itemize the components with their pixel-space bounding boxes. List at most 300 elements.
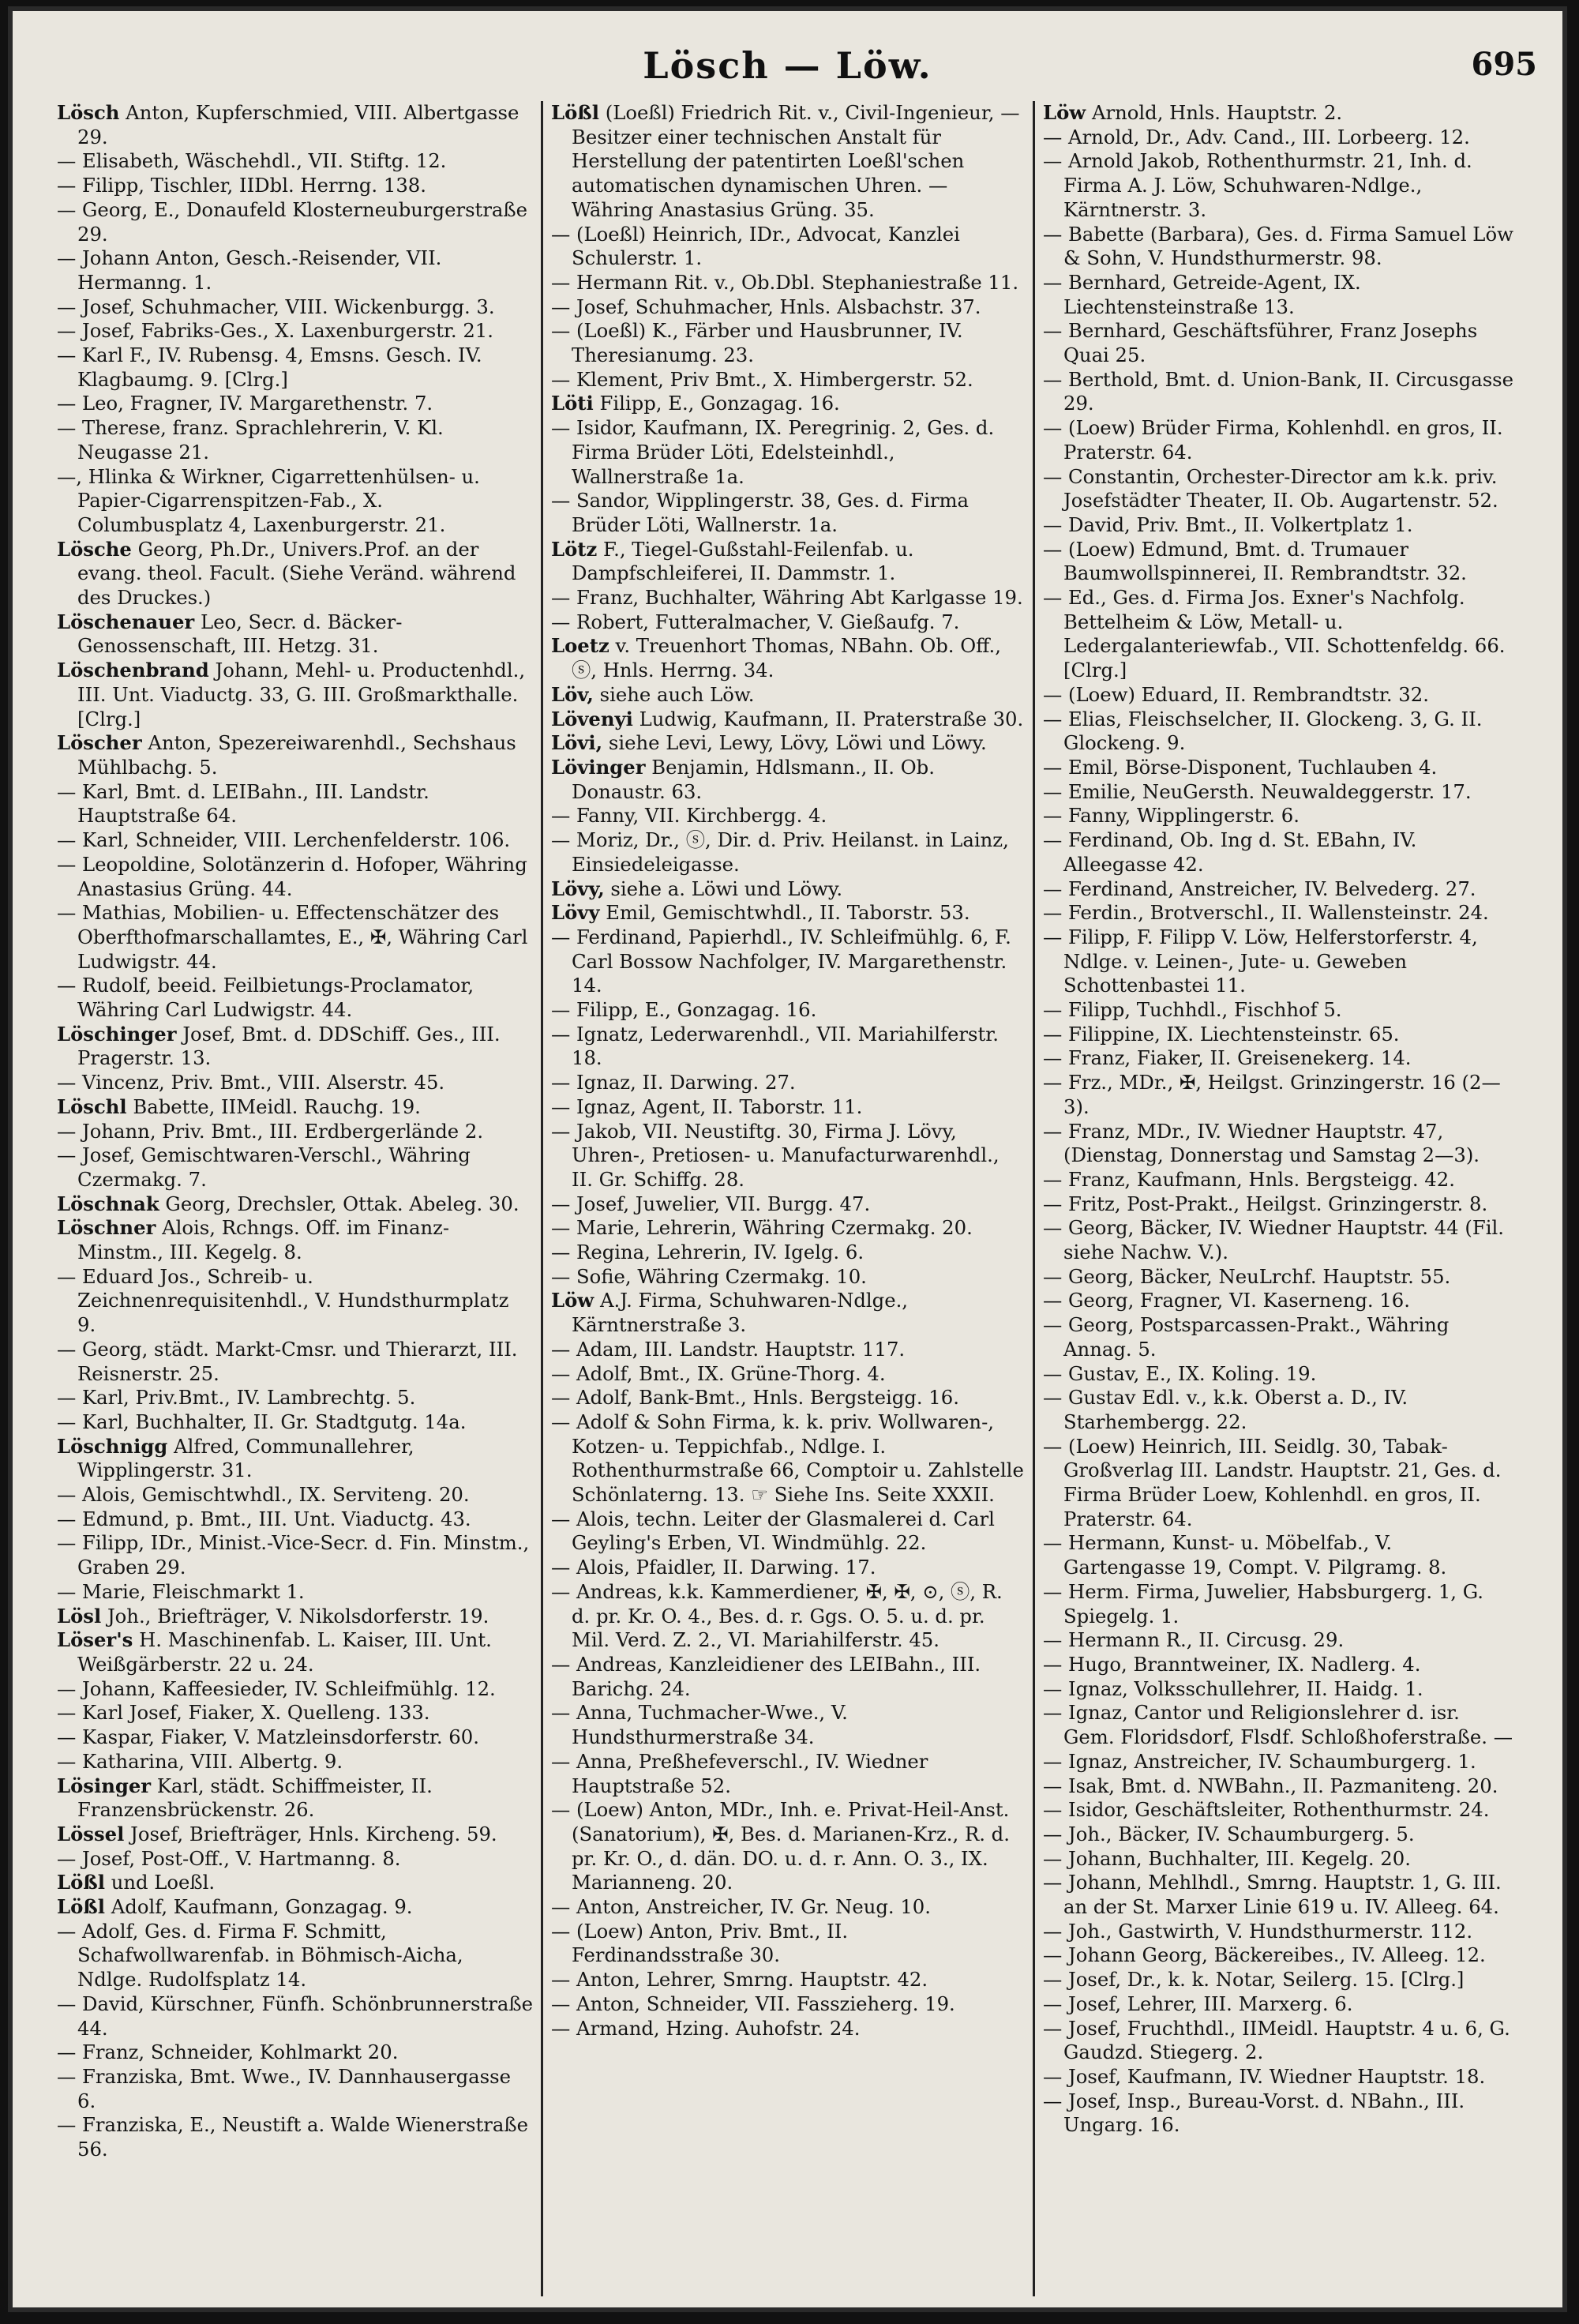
directory-entry: [551, 683, 1025, 708]
directory-entry: [551, 271, 1025, 295]
directory-entry: [1043, 2017, 1517, 2065]
entry-text: — Therese, franz. Sprachlehrerin, V. Kl. Neugasse 21.: [57, 416, 444, 464]
entry-text: — Ignaz, Cantor und Religionslehrer d. isr. Gem. Floridsdorf, Flsdf. Schloßhoferstraße. —: [1043, 1701, 1513, 1749]
entry-text: — Berthold, Bmt. d. Union-Bank, II. Circusgasse 29.: [1043, 367, 1514, 415]
entry-text: — Fanny, Wipplingerstr. 6.: [1043, 804, 1300, 828]
directory-entry: [1043, 1313, 1517, 1361]
directory-entry: [57, 174, 533, 198]
directory-entry: [1043, 1386, 1517, 1434]
entry-text: — (Loew) Eduard, II. Rembrandtstr. 32.: [1043, 682, 1429, 706]
directory-entry: [551, 901, 1025, 925]
entry-surname: Lößl: [57, 1895, 105, 1919]
directory-entry: [57, 1338, 533, 1386]
entry-text: — Anton, Lehrer, Smrng. Hauptstr. 42.: [551, 1968, 928, 1992]
entry-text: — Adolf, Ges. d. Firma F. Schmitt, Schafwollwarenfab. in Böhmisch-Aicha, Ndlge. Rudolfsplatz 14.: [57, 1919, 463, 1992]
directory-entry: [551, 1992, 1025, 2017]
directory-entry: [1043, 756, 1517, 780]
directory-entry: [57, 731, 533, 779]
entry-text: — Fritz, Post-Prakt., Heilgst. Grinzingerstr. 8.: [1043, 1192, 1488, 1215]
entry-text: — Hermann Rit. v., Ob.Dbl. Stephaniestraße 11.: [551, 270, 1019, 294]
entry-text: — Adolf, Bank-Bmt., Hnls. Bergsteigg. 16.: [551, 1386, 959, 1410]
entry-text: — Edmund, p. Bmt., III. Unt. Viaductg. 43.: [57, 1507, 471, 1530]
entry-text: — (Loew) Anton, Priv. Bmt., II. Ferdinandsstraße 30.: [551, 1919, 849, 1967]
column-right: [1033, 101, 1525, 2296]
directory-entry: [57, 610, 533, 659]
directory-entry: [1043, 925, 1517, 998]
entry-surname: Lövi,: [551, 731, 603, 755]
directory-entry: [551, 1410, 1025, 1507]
entry-text: — Ed., Ges. d. Firma Jos. Exner's Nachfolg. Bettelheim & Löw, Metall- u. Ledergalanteriewfab., VII. Schottenfeldg. 66. [Clrg.]: [1043, 586, 1506, 682]
entry-text: siehe Levi, Lewy, Lövy, Löwi und Löwy.: [608, 731, 987, 755]
directory-entry: [551, 1289, 1025, 1337]
directory-entry: [551, 925, 1025, 998]
directory-entry: [57, 1895, 533, 1920]
directory-entry: [551, 1120, 1025, 1192]
directory-entry: [551, 756, 1025, 804]
entry-text: — Filipp, IDr., Minist.-Vice-Secr. d. Fin. Minstm., Graben 29.: [57, 1531, 530, 1579]
entry-surname: Löschenbrand: [57, 659, 209, 682]
entry-text: siehe auch Löw.: [599, 682, 755, 706]
entry-text: — Arnold, Dr., Adv. Cand., III. Lorbeerg. 12.: [1043, 125, 1470, 148]
directory-entry: [551, 998, 1025, 1023]
entry-text: — Georg, Postsparcassen-Prakt., Währing Annag. 5.: [1043, 1313, 1450, 1361]
entry-text: — (Loew) Heinrich, III. Seidlg. 30, Tabak-Großverlag III. Landstr. Hauptstr. 21, Ges. d. Firma Brüder Loew, Kohlenhdl. en gros, II. Praterstr. 64.: [1043, 1434, 1502, 1530]
directory-entry: [57, 1920, 533, 1992]
entry-text: — Mathias, Mobilien- u. Effectenschätzer des Oberfthofmarschallamtes, E., ✠, Währing Carl Ludwigstr. 44.: [57, 901, 528, 973]
directory-entry: [551, 489, 1025, 537]
entry-text: und Loeßl.: [111, 1871, 216, 1894]
directory-entry: [1043, 2065, 1517, 2089]
entry-text: — Rudolf, beeid. Feilbietungs-Proclamator, Währing Carl Ludwigstr. 44.: [57, 974, 474, 1022]
directory-entry: [551, 1023, 1025, 1071]
entry-text: — Marie, Lehrerin, Währing Czermakg. 20.: [551, 1216, 973, 1240]
directory-entry: [57, 149, 533, 174]
directory-entry: [1043, 2089, 1517, 2138]
entry-text: — Ignaz, Agent, II. Taborstr. 11.: [551, 1094, 863, 1118]
entry-text: — Josef, Insp., Bureau-Vorst. d. NBahn., III. Ungarg. 16.: [1043, 2089, 1465, 2137]
directory-entry: [551, 1556, 1025, 1580]
entry-text: — Vincenz, Priv. Bmt., VIII. Alserstr. 45.: [57, 1071, 445, 1094]
directory-entry: [1043, 368, 1517, 416]
directory-entry: [1043, 1943, 1517, 1968]
directory-entry: [1043, 1968, 1517, 1992]
directory-entry: [57, 1580, 533, 1605]
entry-surname: Lötz: [551, 537, 598, 561]
entry-text: Alfred, Communallehrer, Wipplingerstr. 31.: [77, 1434, 414, 1482]
entry-text: — Franziska, Bmt. Wwe., IV. Dannhausergasse 6.: [57, 2064, 511, 2112]
entry-text: Josef, Briefträger, Hnls. Kircheng. 59.: [130, 1822, 497, 1845]
entry-surname: Loetz: [551, 634, 609, 658]
entry-surname: Löschinger: [57, 1022, 177, 1046]
directory-entry: [551, 392, 1025, 416]
entry-text: — Ferdin., Brotverschl., II. Wallensteinstr. 24.: [1043, 901, 1489, 925]
directory-entry: [57, 1071, 533, 1095]
directory-entry: [1043, 780, 1517, 805]
directory-entry: [551, 731, 1025, 756]
entry-text: Johann, Mehl- u. Productenhdl., III. Unt. Viaductg. 33, G. III. Großmarkthalle. [Clrg.]: [77, 659, 526, 730]
directory-entry: [1043, 901, 1517, 925]
entry-surname: Löschnak: [57, 1192, 159, 1215]
directory-entry: [1043, 1798, 1517, 1823]
directory-entry: [57, 1216, 533, 1264]
entry-surname: Lövenyi: [551, 707, 633, 730]
entry-text: — Emil, Börse-Disponent, Tuchlauben 4.: [1043, 755, 1438, 779]
entry-text: — David, Kürschner, Fünfh. Schönbrunnerstraße 44.: [57, 1992, 533, 2040]
entry-text: siehe a. Löwi und Löwy.: [610, 877, 843, 900]
directory-entry: [1043, 1023, 1517, 1047]
entry-text: — (Loew) Edmund, Bmt. d. Trumauer Baumwollspinnerei, II. Rembrandtstr. 32.: [1043, 537, 1467, 585]
entry-text: — Ignaz, Volksschullehrer, II. Haidg. 1.: [1043, 1676, 1423, 1700]
entry-text: Anton, Spezereiwarenhdl., Sechshaus Mühlbachg. 5.: [77, 731, 516, 779]
entry-text: Filipp, E., Gonzagag. 16.: [599, 392, 840, 415]
directory-entry: [1043, 586, 1517, 683]
entry-text: — Josef, Schuhmacher, Hnls. Alsbachstr. 37.: [551, 295, 981, 318]
column-left: [49, 101, 541, 2296]
entry-text: — Filippine, IX. Liechtensteinstr. 65.: [1043, 1022, 1400, 1046]
entry-text: — (Loeßl) K., Färber und Hausbrunner, IV. Theresianumg. 23.: [551, 319, 963, 367]
entry-text: — Georg, städt. Markt-Cmsr. und Thierarzt, III. Reisnerstr. 25.: [57, 1337, 518, 1385]
entry-surname: Löw: [551, 1289, 594, 1312]
directory-entry: [57, 2041, 533, 2065]
directory-entry: [57, 246, 533, 295]
entry-surname: Löschnigg: [57, 1434, 168, 1458]
entry-text: — Marie, Fleischmarkt 1.: [57, 1579, 305, 1603]
entry-text: — Leopoldine, Solotänzerin d. Hofoper, Währing Anastasius Grüng. 44.: [57, 852, 527, 900]
directory-entry: [551, 586, 1025, 610]
entry-text: — Ignatz, Lederwarenhdl., VII. Mariahilferstr. 18.: [551, 1022, 999, 1070]
directory-entry: [1043, 1823, 1517, 1847]
entry-text: — Josef, Kaufmann, IV. Wiedner Hauptstr. 18.: [1043, 2064, 1486, 2088]
directory-entry: [551, 1265, 1025, 1290]
entry-text: — Josef, Schuhmacher, VIII. Wickenburgg. 3.: [57, 295, 495, 318]
directory-entry: [1043, 126, 1517, 150]
entry-text: — Franz, Schneider, Kohlmarkt 20.: [57, 2041, 399, 2064]
directory-entry: [57, 1120, 533, 1144]
entry-text: — Filipp, Tischler, IIDbl. Herrng. 138.: [57, 174, 426, 197]
entry-text: — Karl Josef, Fiaker, X. Quelleng. 133.: [57, 1701, 430, 1725]
page-number: 695: [1471, 46, 1537, 83]
directory-entry: [1043, 1435, 1517, 1532]
directory-entry: [1043, 223, 1517, 271]
directory-entry: [1043, 319, 1517, 367]
entry-text: — Isidor, Geschäftsleiter, Rothenthurmstr. 24.: [1043, 1798, 1490, 1822]
directory-entry: [551, 708, 1025, 732]
entry-text: — Kaspar, Fiaker, V. Matzleinsdorferstr. 60.: [57, 1725, 479, 1749]
directory-entry: [57, 2065, 533, 2113]
entry-text: Georg, Ph.Dr., Univers.Prof. an der evang. theol. Facult. (Siehe Veränd. während des Druckes.): [77, 537, 516, 610]
directory-entry: [551, 101, 1025, 223]
entry-text: — Bernhard, Getreide-Agent, IX. Liechtensteinstraße 13.: [1043, 270, 1361, 318]
entry-text: — Alois, Pfaidler, II. Darwing. 17.: [551, 1556, 876, 1579]
entry-text: — Ignaz, II. Darwing. 27.: [551, 1071, 796, 1094]
entry-text: — Johann, Kaffeesieder, IV. Schleifmühlg. 12.: [57, 1676, 496, 1700]
directory-entry: [551, 1968, 1025, 1992]
entry-text: — Josef, Lehrer, III. Marxerg. 6.: [1043, 1992, 1353, 2015]
entry-text: Alois, Rchngs. Off. im Finanz-Minstm., III. Kegelg. 8.: [77, 1216, 450, 1264]
directory-entry: [1043, 1701, 1517, 1749]
entry-text: — Georg, Bäcker, IV. Wiedner Hauptstr. 44 (Fil. siehe Nachw. V.).: [1043, 1216, 1504, 1264]
directory-entry: [551, 610, 1025, 635]
entry-text: F., Tiegel-Gußstahl-Feilenfab. u. Dampfschleiferei, II. Dammstr. 1.: [572, 537, 914, 585]
directory-entry: [551, 1920, 1025, 1968]
entry-surname: Löscher: [57, 731, 142, 755]
entry-text: — Andreas, Kanzleidiener des LEIBahn., III. Barichg. 24.: [551, 1653, 981, 1700]
directory-entry: [1043, 538, 1517, 586]
entry-text: — Andreas, k.k. Kammerdiener, ✠, ✠, ⊙, ⓢ, R. d. pr. Kr. O. 4., Bes. d. r. Ggs. O. 5. u. d. pr. Mil. Verd. Z. 2., VI. Mariahilferstr. 45.: [551, 1579, 1003, 1652]
directory-entry: [551, 223, 1025, 271]
directory-entry: [551, 828, 1025, 877]
entry-text: — Arnold Jakob, Rothenthurmstr. 21, Inh. d. Firma A. J. Löw, Schuhwaren-Ndlge., Kärntnerstr. 3.: [1043, 149, 1472, 221]
directory-columns: [49, 101, 1525, 2296]
entry-text: — Karl, Priv.Bmt., IV. Lambrechtg. 5.: [57, 1386, 416, 1410]
directory-entry: [57, 659, 533, 731]
entry-text: — Anton, Anstreicher, IV. Gr. Neug. 10.: [551, 1895, 931, 1919]
entry-text: Josef, Bmt. d. DDSchiff. Ges., III. Pragerstr. 13.: [77, 1022, 501, 1070]
page-header: [8, 6, 1567, 99]
directory-entry: [57, 1143, 533, 1192]
directory-entry: [57, 1023, 533, 1071]
directory-entry: [57, 1677, 533, 1702]
entry-text: — Ferdinand, Papierhdl., IV. Schleifmühlg. 6, F. Carl Bossow Nachfolger, IV. Margarethenstr. 14.: [551, 925, 1011, 997]
entry-text: — Georg, Bäcker, NeuLrchf. Hauptstr. 55.: [1043, 1264, 1451, 1288]
entry-text: — Babette (Barbara), Ges. d. Firma Samuel Löw & Sohn, V. Hundsthurmerstr. 98.: [1043, 222, 1513, 270]
entry-text: — Franz, Kaufmann, Hnls. Bergsteigg. 42.: [1043, 1167, 1455, 1191]
directory-entry: [57, 1605, 533, 1629]
directory-entry: [57, 1483, 533, 1507]
directory-entry: [551, 1798, 1025, 1895]
entry-text: — Elisabeth, Wäschehdl., VII. Stiftg. 12.: [57, 149, 447, 173]
entry-text: — Isak, Bmt. d. NWBahn., II. Pazmaniteng. 20.: [1043, 1774, 1498, 1797]
directory-entry: [551, 1071, 1025, 1095]
directory-entry: [57, 1725, 533, 1750]
directory-entry: [551, 1701, 1025, 1749]
directory-entry: [1043, 1216, 1517, 1264]
directory-entry: [1043, 1628, 1517, 1653]
entry-text: Georg, Drechsler, Ottak. Abeleg. 30.: [165, 1192, 519, 1215]
directory-entry: [1043, 1677, 1517, 1702]
entry-surname: Lösinger: [57, 1774, 152, 1797]
directory-entry: [57, 416, 533, 464]
directory-entry: [1043, 1531, 1517, 1579]
directory-entry: [1043, 683, 1517, 708]
entry-text: — Josef, Juwelier, VII. Burgg. 47.: [551, 1192, 871, 1215]
entry-text: — Josef, Post-Off., V. Hartmanng. 8.: [57, 1846, 401, 1870]
directory-entry: [551, 416, 1025, 489]
entry-text: — Ignaz, Anstreicher, IV. Schaumburgerg. 1.: [1043, 1749, 1476, 1773]
entry-surname: Lövinger: [551, 755, 646, 779]
directory-entry: [57, 319, 533, 344]
directory-entry: [57, 1386, 533, 1410]
directory-entry: [57, 1095, 533, 1120]
entry-text: — Franz, MDr., IV. Wiedner Hauptstr. 47, (Dienstag, Donnerstag und Samstag 2—3).: [1043, 1119, 1480, 1167]
entry-text: — Eduard Jos., Schreib- u. Zeichnenrequisitenhdl., V. Hundsthurmplatz 9.: [57, 1264, 509, 1337]
entry-text: — Moriz, Dr., ⓢ, Dir. d. Priv. Heilanst. in Lainz, Einsiedeleigasse.: [551, 828, 1009, 876]
entry-text: — Josef, Gemischtwaren-Verschl., Währing Czermakg. 7.: [57, 1143, 471, 1191]
entry-text: — Karl F., IV. Rubensg. 4, Emsns. Gesch. IV. Klagbaumg. 9. [Clrg.]: [57, 344, 482, 391]
entry-text: — Hermann R., II. Circusg. 29.: [1043, 1628, 1345, 1652]
entry-text: — Jakob, VII. Neustiftg. 30, Firma J. Lövy, Uhren-, Pretiosen- u. Manufacturwarenhdl., II. Gr. Schiffg. 28.: [551, 1119, 1000, 1191]
entry-text: — Bernhard, Geschäftsführer, Franz Josephs Quai 25.: [1043, 319, 1478, 367]
entry-text: H. Maschinenfab. L. Kaiser, III. Unt. Weißgärberstr. 22 u. 24.: [77, 1628, 492, 1676]
directory-entry: [57, 101, 533, 149]
entry-text: — David, Priv. Bmt., II. Volkertplatz 1.: [1043, 512, 1413, 536]
entry-text: — Frz., MDr., ✠, Heilgst. Grinzingerstr. 16 (2—3).: [1043, 1071, 1501, 1118]
entry-surname: Löv,: [551, 682, 594, 706]
directory-entry: [57, 1823, 533, 1847]
directory-entry: [57, 1628, 533, 1676]
entry-surname: Lößl: [551, 101, 599, 124]
directory-entry: [57, 2113, 533, 2161]
entry-surname: Löschenauer: [57, 610, 195, 633]
directory-entry: [1043, 1871, 1517, 1919]
entry-text: — Filipp, F. Filipp V. Löw, Helferstorferstr. 4, Ndlge. v. Leinen-, Jute- u. Geweben Schottenbastei 11.: [1043, 925, 1478, 997]
entry-text: — Alois, techn. Leiter der Glasmalerei d. Carl Geyling's Erben, VI. Windmühlg. 22.: [551, 1507, 995, 1555]
entry-text: — Sofie, Währing Czermakg. 10.: [551, 1264, 867, 1288]
entry-text: — Katharina, VIII. Albertg. 9.: [57, 1749, 343, 1773]
running-head: Lösch — Löw.: [643, 44, 932, 87]
entry-text: Benjamin, Hdlsmann., II. Ob. Donaustr. 63.: [572, 755, 935, 803]
entry-text: — Adolf & Sohn Firma, k. k. priv. Wollwaren-, Kotzen- u. Teppichfab., Ndlge. I. Rothenthurmstraße 66, Comptoir u. Zahlstelle Schönlaterng. 13. ☞ Siehe Ins. Seite XXXII.: [551, 1410, 1024, 1507]
directory-entry: [551, 634, 1025, 682]
entry-text: — Adam, III. Landstr. Hauptstr. 117.: [551, 1337, 906, 1361]
entry-text: — Johann Georg, Bäckereibes., IV. Alleeg. 12.: [1043, 1943, 1486, 1967]
entry-surname: Lövy,: [551, 877, 605, 900]
entry-text: v. Treuenhort Thomas, NBahn. Ob. Off., ⓢ, Hnls. Herrng. 34.: [572, 634, 1002, 682]
directory-entry: [57, 1701, 533, 1725]
directory-entry: [57, 1192, 533, 1217]
entry-text: — (Loew) Brüder Firma, Kohlenhdl. en gros, II. Praterstr. 64.: [1043, 416, 1503, 464]
directory-entry: [1043, 271, 1517, 319]
directory-entry: [551, 1895, 1025, 1920]
entry-text: — (Loeßl) Heinrich, IDr., Advocat, Kanzlei Schulerstr. 1.: [551, 222, 960, 270]
entry-surname: Löw: [1043, 101, 1086, 124]
entry-text: — Sandor, Wipplingerstr. 38, Ges. d. Firma Brüder Löti, Wallnerstr. 1a.: [551, 489, 969, 536]
directory-entry: [57, 1992, 533, 2041]
directory-entry: [57, 1774, 533, 1823]
entry-text: A.J. Firma, Schuhwaren-Ndlge., Kärntnerstraße 3.: [572, 1289, 909, 1337]
entry-text: — Franz, Fiaker, II. Greisenekerg. 14.: [1043, 1046, 1412, 1070]
column-middle: [541, 101, 1033, 2296]
directory-entry: [57, 1847, 533, 1872]
directory-entry: [1043, 1992, 1517, 2017]
entry-text: — Josef, Dr., k. k. Notar, Seilerg. 15. [Clrg.]: [1043, 1968, 1465, 1992]
entry-text: — Johann, Buchhalter, III. Kegelg. 20.: [1043, 1846, 1411, 1870]
entry-text: — Isidor, Kaufmann, IX. Peregrinig. 2, Ges. d. Firma Brüder Löti, Edelsteinhdl., Wallnerstraße 1a.: [551, 416, 995, 488]
entry-text: — Gustav Edl. v., k.k. Oberst a. D., IV. Starhembergg. 22.: [1043, 1386, 1408, 1433]
entry-text: — Ferdinand, Anstreicher, IV. Belvederg. 27.: [1043, 877, 1476, 900]
directory-entry: [57, 344, 533, 392]
entry-surname: Lövy: [551, 901, 600, 925]
directory-entry: [57, 1410, 533, 1435]
directory-entry: [1043, 804, 1517, 828]
entry-text: Emil, Gemischtwhdl., II. Taborstr. 53.: [606, 901, 970, 925]
entry-text: —, Hlinka & Wirkner, Cigarrettenhülsen- u. Papier-Cigarrenspitzen-Fab., X. Columbusplatz 4, Laxenburgerstr. 21.: [57, 464, 480, 536]
directory-entry: [551, 1507, 1025, 1556]
entry-text: — Armand, Hzing. Auhofstr. 24.: [551, 2016, 861, 2040]
directory-entry: [1043, 1265, 1517, 1290]
directory-entry: [551, 1386, 1025, 1410]
entry-text: — Alois, Gemischtwhdl., IX. Serviteng. 20.: [57, 1483, 470, 1507]
entry-text: — Fanny, VII. Kirchbergg. 4.: [551, 804, 827, 828]
entry-text: — Karl, Buchhalter, II. Gr. Stadtgutg. 14a.: [57, 1410, 467, 1433]
directory-entry: [551, 1095, 1025, 1120]
entry-surname: Löschl: [57, 1094, 127, 1118]
entry-text: Leo, Secr. d. Bäcker-Genossenschaft, III. Hetzg. 31.: [77, 610, 403, 658]
directory-entry: [1043, 998, 1517, 1023]
entry-surname: Lösche: [57, 537, 132, 561]
entry-text: — Hermann, Kunst- u. Möbelfab., V. Gartengasse 19, Compt. V. Pilgramg. 8.: [1043, 1531, 1447, 1579]
directory-entry: [551, 368, 1025, 392]
entry-text: — Herm. Firma, Juwelier, Habsburgerg. 1, G. Spiegelg. 1.: [1043, 1579, 1484, 1628]
directory-entry: [57, 1265, 533, 1338]
directory-entry: [57, 1871, 533, 1895]
directory-entry: [551, 1192, 1025, 1217]
directory-entry: [1043, 1920, 1517, 1944]
directory-entry: [57, 295, 533, 320]
directory-entry: [1043, 1580, 1517, 1628]
entry-text: Babette, IIMeidl. Rauchg. 19.: [133, 1094, 421, 1118]
entry-text: — Joh., Gastwirth, V. Hundsthurmerstr. 112.: [1043, 1919, 1473, 1943]
entry-text: — Anna, Preßhefeverschl., IV. Wiedner Hauptstraße 52.: [551, 1749, 928, 1797]
entry-text: — Johann, Priv. Bmt., III. Erdbergerlände 2.: [57, 1119, 484, 1143]
directory-entry: [1043, 1192, 1517, 1217]
directory-entry: [551, 1362, 1025, 1387]
entry-text: — Karl, Bmt. d. LEIBahn., III. Landstr. Hauptstraße 64.: [57, 779, 429, 828]
entry-text: — Karl, Schneider, VIII. Lerchenfelderstr. 106.: [57, 828, 511, 852]
directory-entry: [1043, 1289, 1517, 1313]
directory-entry: [57, 1750, 533, 1774]
entry-surname: Lößl: [57, 1871, 105, 1894]
entry-text: Adolf, Kaufmann, Gonzagag. 9.: [111, 1895, 413, 1919]
entry-text: Anton, Kupferschmied, VIII. Albertgasse 29.: [77, 101, 519, 148]
directory-entry: [57, 828, 533, 853]
directory-entry: [57, 198, 533, 246]
directory-entry: [1043, 708, 1517, 756]
directory-entry: [1043, 1774, 1517, 1799]
entry-text: — Filipp, Tuchhdl., Fischhof 5.: [1043, 998, 1342, 1022]
directory-entry: [551, 804, 1025, 828]
entry-text: — Klement, Priv Bmt., X. Himbergerstr. 52.: [551, 367, 973, 391]
entry-text: (Loeßl) Friedrich Rit. v., Civil-Ingenieur, — Besitzer einer technischen Anstalt für Herstellung der patentirten Loeßl'schen automatischen dynamischen Uhren. — Währing Anastasius Grüng. 35.: [572, 101, 1020, 221]
entry-text: — Adolf, Bmt., IX. Grüne-Thorg. 4.: [551, 1361, 886, 1385]
entry-text: — Filipp, E., Gonzagag. 16.: [551, 998, 817, 1022]
entry-text: — Elias, Fleischselcher, II. Glockeng. 3, G. II. Glockeng. 9.: [1043, 707, 1483, 755]
directory-entry: [57, 853, 533, 901]
directory-entry: [57, 901, 533, 974]
directory-entry: [1043, 1362, 1517, 1387]
directory-entry: [551, 1750, 1025, 1798]
entry-surname: Löti: [551, 392, 594, 415]
entry-text: — Franz, Buchhalter, Währing Abt Karlgasse 19.: [551, 586, 1023, 610]
directory-page: [8, 6, 1567, 2312]
directory-entry: [551, 1338, 1025, 1362]
entry-surname: Lösch: [57, 101, 120, 124]
directory-entry: [551, 1653, 1025, 1701]
entry-text: Karl, städt. Schiffmeister, II. Franzensbrückenstr. 26.: [77, 1774, 433, 1822]
directory-entry: [1043, 1750, 1517, 1774]
directory-entry: [57, 1435, 533, 1483]
entry-surname: Lösl: [57, 1604, 102, 1628]
entry-text: Arnold, Hnls. Hauptstr. 2.: [1091, 101, 1343, 124]
directory-entry: [551, 538, 1025, 586]
entry-text: — Gustav, E., IX. Koling. 19.: [1043, 1361, 1317, 1385]
directory-entry: [1043, 149, 1517, 222]
entry-text: — Anton, Schneider, VII. Fasszieherg. 19.: [551, 1992, 955, 2015]
directory-entry: [1043, 1847, 1517, 1872]
entry-text: — Johann, Mehlhdl., Smrng. Hauptstr. 1, G. III. an der St. Marxer Linie 619 u. IV. Alleeg. 64.: [1043, 1871, 1502, 1919]
entry-text: — Ferdinand, Ob. Ing d. St. EBahn, IV. Alleegasse 42.: [1043, 828, 1417, 876]
directory-entry: [1043, 465, 1517, 513]
